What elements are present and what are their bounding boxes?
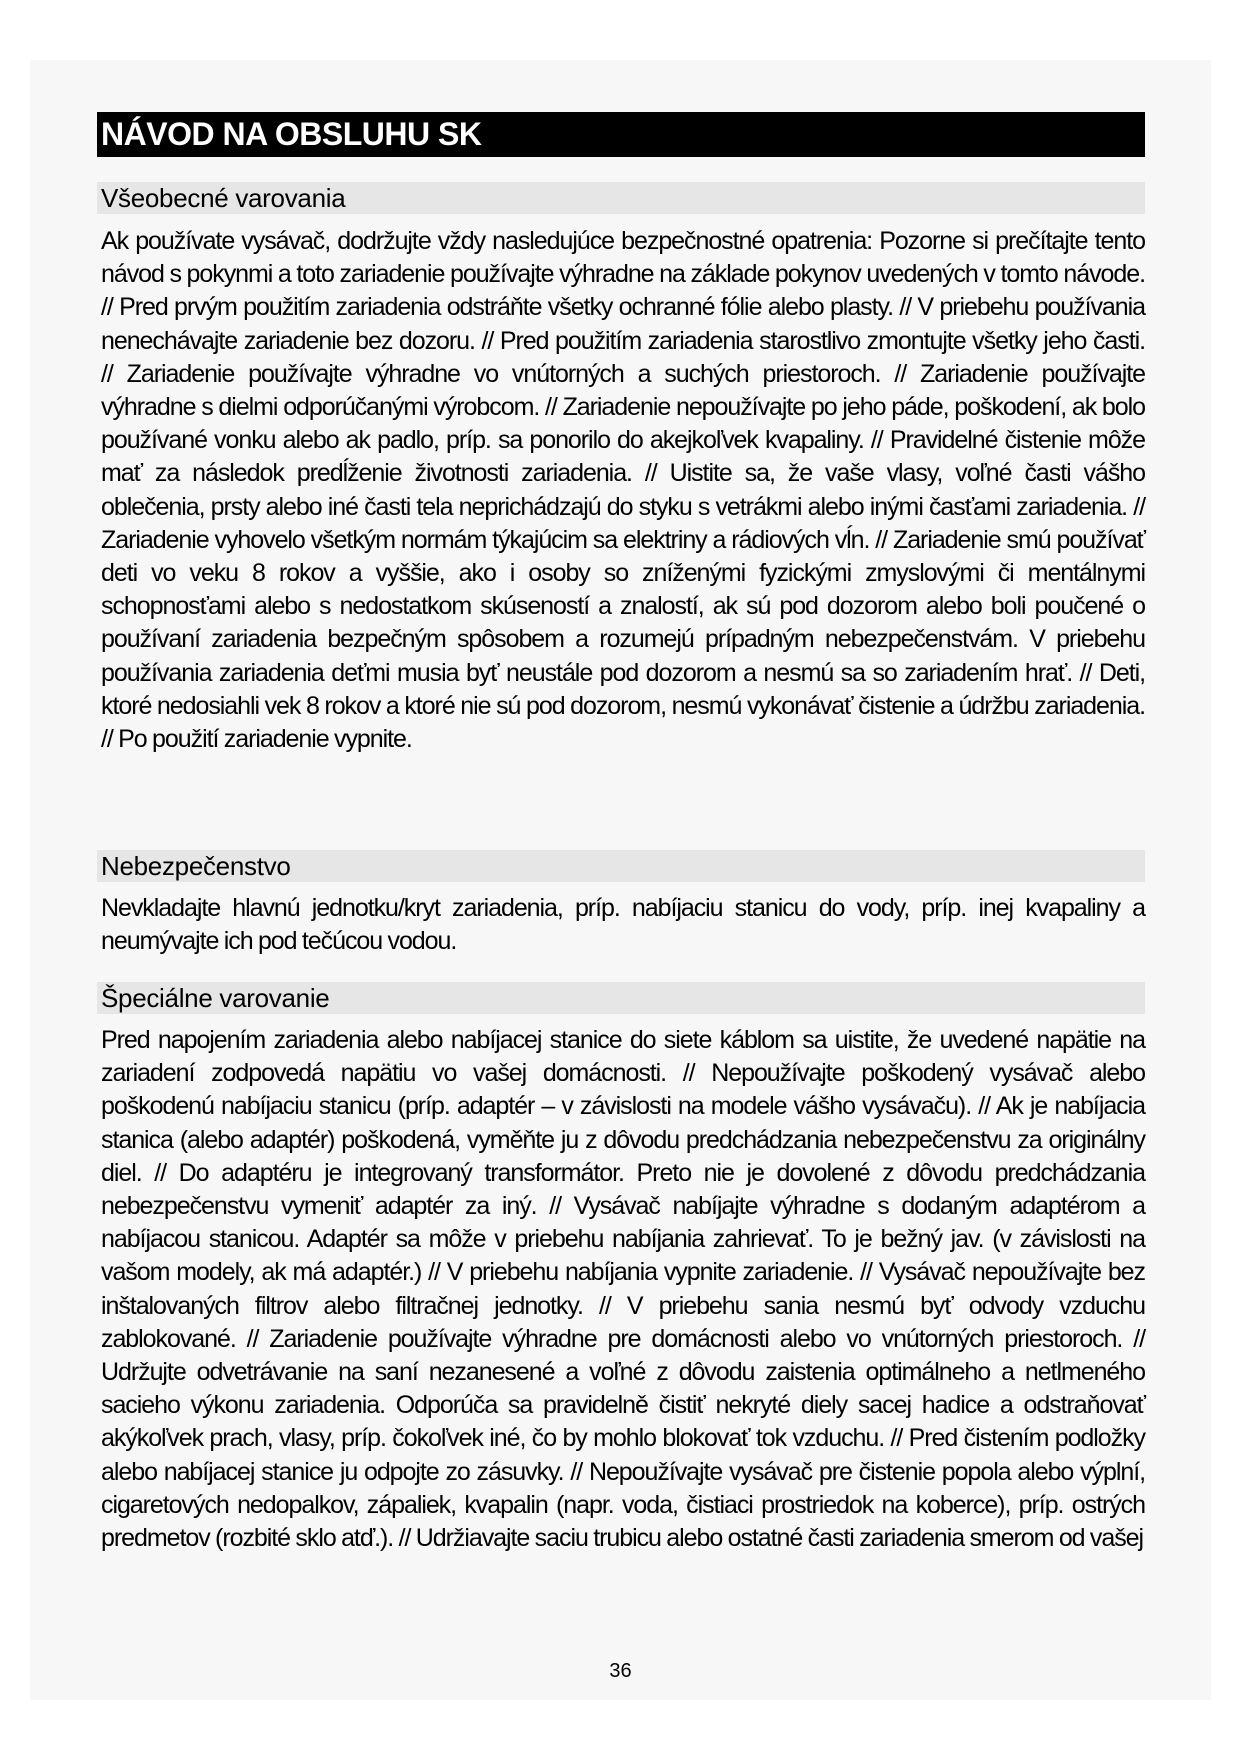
section-text-danger: Nevkladajte hlavnú jednotku/kryt zariadenia, príp. nabíjaciu stanicu do vody, príp. inej kvapaliny a neumývajte ich pod tečúcou vodou. — [101, 894, 1145, 956]
page-title: NÁVOD NA OBSLUHU SK — [97, 112, 1145, 157]
section-heading-special-warning: Špeciálne varovanie — [97, 982, 1145, 1014]
page-number: 36 — [609, 1660, 632, 1682]
section-heading-general-warnings: Všeobecné varovania — [97, 182, 1145, 214]
section-heading-danger: Nebezpečenstvo — [97, 850, 1145, 882]
section-text-general-warnings: Ak používate vysávač, dodržujte vždy nasledujúce bezpečnostné opatrenia: Pozorne si prečítajte tento návod s pokynmi a toto zariadenie používajte výhradne na základe pokynov uvedených v tomto návode. // Pred prvým použitím zariadenia odstráňte všetky ochranné fólie alebo plasty. // V priebehu používania nenechávajte zariadenie bez dozoru. // Pred použitím zariadenia starostlivo zmontujte všetky jeho časti. // Zariadenie používajte výhradne vo vnútorných a suchých priestoroch. // Zariadenie používajte výhradne s dielmi odporúčanými výrobcom. // Zariadenie nepoužívajte po jeho páde, poškodení, ak bolo používané vonku alebo ak padlo, príp. sa ponorilo do akejkoľvek kvapaliny. // Pravidelné čistenie môže mať za následok predĺženie životnosti zariadenia. // Uistite sa, že vaše vlasy, voľné časti vášho oblečenia, prsty alebo iné časti tela neprichádzajú do styku s vetrákmi alebo inými časťami zariadenia. // Zariadenie vyhovelo všetkým normám týkajúcim sa elektriny a rádiových vĺn. // Zariadenie smú používať deti vo veku 8 rokov a vyššie, ako i osoby so zníženými fyzickými zmyslovými či mentálnymi schopnosťami alebo s nedostatkom skúseností a znalostí, ak sú pod dozorom alebo boli poučené o používaní zariadenia bezpečným spôsobem a rozumejú prípadným nebezpečenstvám. V priebehu používania zariadenia deťmi musia byť neustále pod dozorom a nesmú sa so zariadením hrať. // Deti, ktoré nedosiahli vek 8 rokov a ktoré nie sú pod dozorom, nesmú vykonávať čistenie a údržbu zariadenia. // Po použití zariadenie vypnite. — [101, 227, 1145, 754]
section-text-special-warning: Pred napojením zariadenia alebo nabíjacej stanice do siete káblom sa uistite, že uvedené napätie na zariadení zodpovedá napätiu vo vašej domácnosti. // Nepoužívajte poškodený vysávač alebo poškodenú nabíjaciu stanicu (príp. adaptér – v závislosti na modele vášho vysávaču). // Ak je nabíjacia stanica (alebo adaptér) poškodená, vyměňte ju z dôvodu predchádzania nebezpečenstvu za originálny diel. // Do adaptéru je integrovaný transformátor. Preto nie je dovolené z dôvodu predchádzania nebezpečenstvu vymeniť adaptér za iný. // Vysávač nabíjajte výhradne s dodaným adaptérom a nabíjacou stanicou. Adaptér sa môže v priebehu nabíjania zahrievať. To je bežný jav. (v závislosti na vašom modely, ak má adaptér.) // V priebehu nabíjania vypnite zariadenie. // Vysávač nepoužívajte bez inštalovaných filtrov alebo filtračnej jednotky. // V priebehu sania nesmú byť odvody vzduchu zablokované. // Zariadenie používajte výhradne pre domácnosti alebo vo vnútorných priestoroch. // Udržujte odvetrávanie na saní nezanesené a voľné z dôvodu zaistenia optimálneho a netlmeného sacieho výkonu zariadenia. Odporúča sa pravidelně čistiť nekryté diely sacej hadice a odstraňovať akýkoľvek prach, vlasy, príp. čokoľvek iné, čo by mohlo blokovať tok vzduchu. // Pred čistením podložky alebo nabíjacej stanice ju odpojte zo zásuvky. // Nepoužívajte vysávač pre čistenie popola alebo výplní, cigaretových nedopalkov, zápaliek, kvapalin (napr. voda, čistiaci prostriedok na koberce), príp. ostrých predmetov (rozbité sklo atď.). // Udržiavajte saciu trubicu alebo ostatné časti zariadenia smerom od vašej — [101, 1026, 1145, 1553]
